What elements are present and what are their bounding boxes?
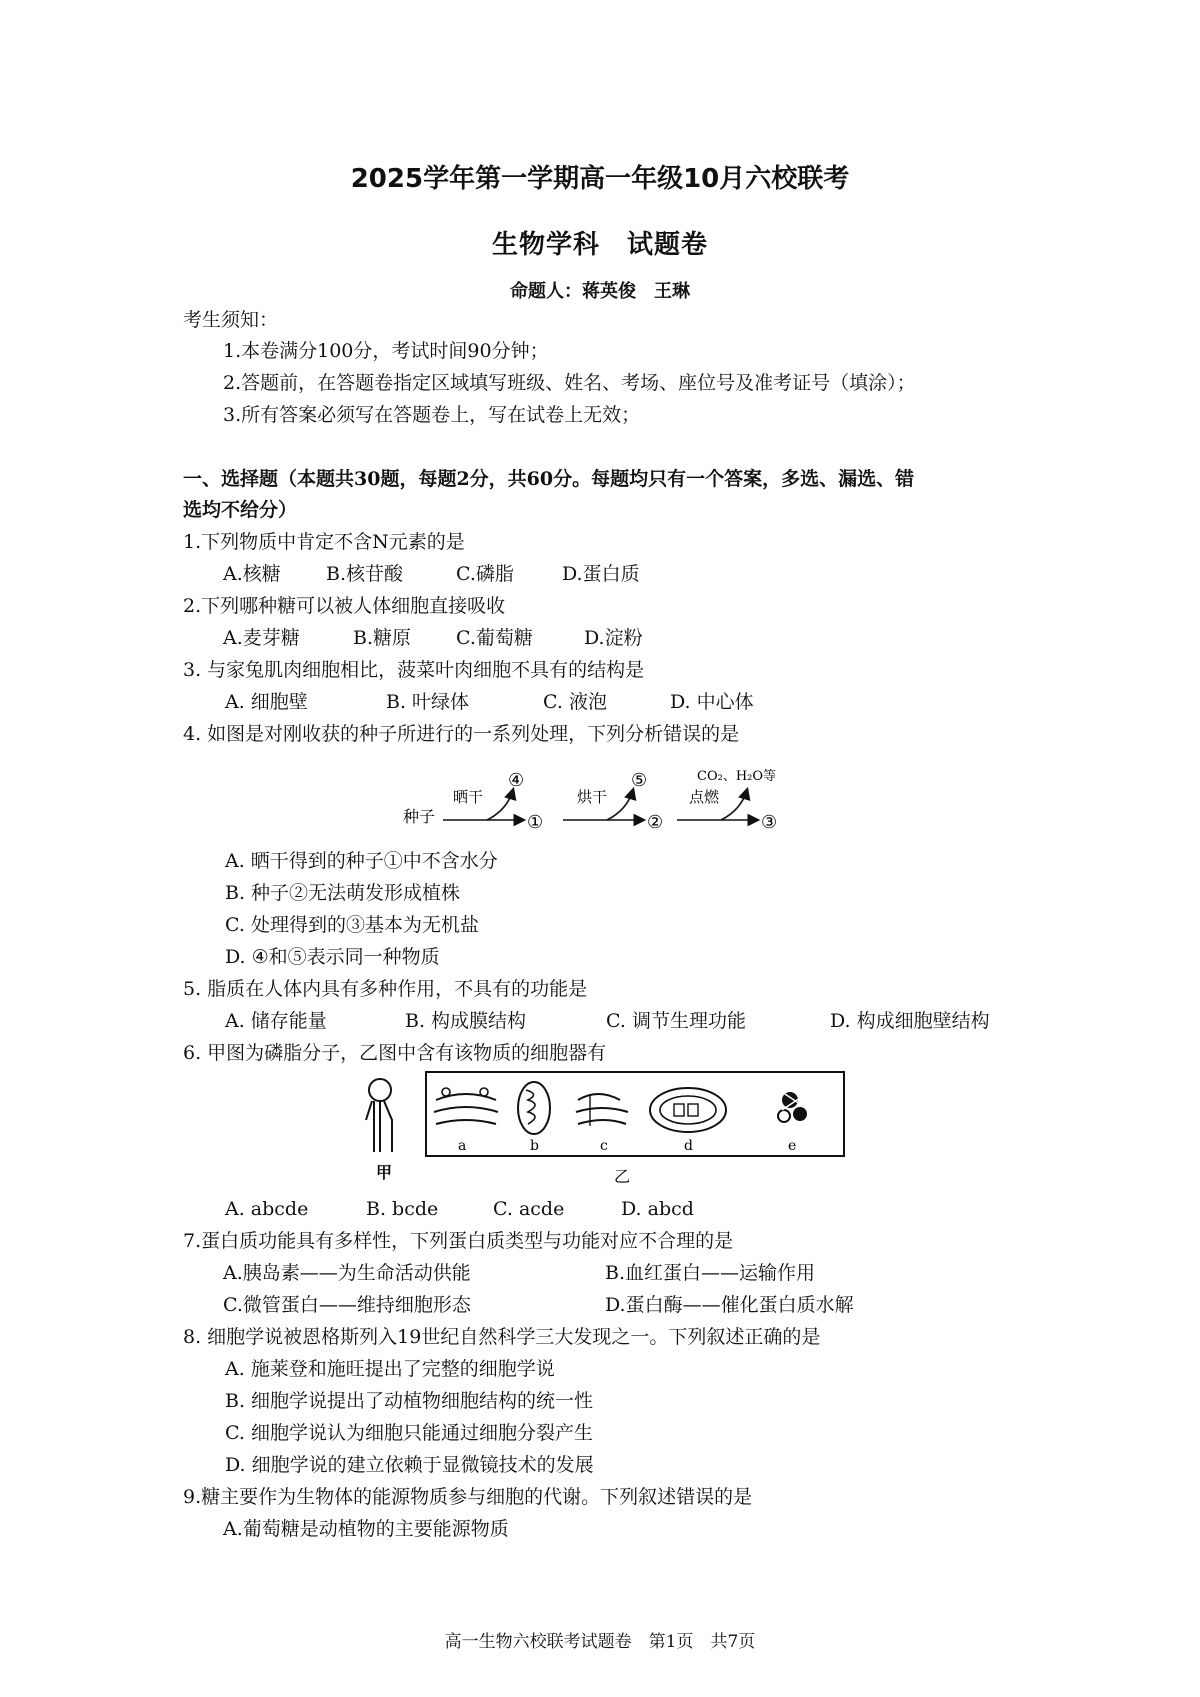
option: D.蛋白酶——催化蛋白质水解: [605, 1294, 854, 1316]
fig4-out2: ⑤: [631, 770, 648, 791]
seed-process-diagram: [395, 760, 825, 850]
mitochondrion-icon: [518, 1082, 550, 1134]
option: A. 细胞壁: [225, 691, 308, 713]
question-stem: 4. 如图是对刚收获的种子所进行的一系列处理，下列分析错误的是: [183, 723, 740, 745]
er-icon: [576, 1094, 628, 1126]
option: A. abcde: [225, 1198, 309, 1220]
fig6-right-label: 乙: [614, 1167, 631, 1186]
option: D. 构成细胞壁结构: [830, 1010, 990, 1032]
organelle-label: c: [600, 1138, 608, 1154]
option: B. 细胞学说提出了动植物细胞结构的统一性: [225, 1390, 594, 1412]
question-stem: 3. 与家兔肌肉细胞相比，菠菜叶肉细胞不具有的结构是: [183, 659, 645, 681]
option: A. 施莱登和施旺提出了完整的细胞学说: [225, 1358, 555, 1380]
option: A.胰岛素——为生命活动供能: [223, 1262, 471, 1284]
question-stem: 5. 脂质在人体内具有多种作用，不具有的功能是: [183, 978, 588, 1000]
question-stem: 7.蛋白质功能具有多样性，下列蛋白质类型与功能对应不合理的是: [183, 1230, 734, 1252]
option: D.蛋白质: [562, 563, 640, 585]
option: B. bcde: [366, 1198, 439, 1220]
centrosome-icon: [778, 1092, 807, 1122]
question-stem: 8. 细胞学说被恩格斯列入19世纪自然科学三大发现之一。下列叙述正确的是: [183, 1326, 821, 1348]
section-heading-cont: 选均不给分）: [183, 499, 298, 521]
chloroplast-icon: [650, 1088, 726, 1132]
question-stem: 6. 甲图为磷脂分子，乙图中含有该物质的细胞器有: [183, 1042, 607, 1064]
option: A. 储存能量: [225, 1010, 327, 1032]
fig4-start: 种子: [403, 807, 436, 826]
golgi-icon: [434, 1088, 498, 1124]
fig4-res1: ①: [527, 812, 544, 833]
organelle-diagram: [358, 1070, 848, 1190]
option: C. 处理得到的③基本为无机盐: [225, 914, 479, 936]
organelle-label: b: [530, 1138, 539, 1154]
option: B.糖原: [353, 627, 412, 649]
fig4-step2: 烘干: [577, 788, 608, 806]
option: B. 叶绿体: [386, 691, 470, 713]
page-footer: 高一生物六校联考试题卷 第1页 共7页: [444, 1632, 756, 1652]
fig4-res2: ②: [647, 812, 664, 833]
notice-item: 3.所有答案必须写在答题卷上，写在试卷上无效；: [223, 404, 641, 426]
option: A.核糖: [223, 563, 281, 585]
notice-item: 1.本卷满分100分，考试时间90分钟；: [223, 340, 549, 362]
organelle-label: e: [788, 1138, 797, 1154]
fig4-res3: ③: [761, 812, 778, 833]
fig6-left-label: 甲: [376, 1163, 393, 1182]
option: B. 构成膜结构: [405, 1010, 527, 1032]
organelle-label: a: [458, 1138, 467, 1154]
exam-title: 2025学年第一学期高一年级10月六校联考: [350, 164, 850, 194]
notice-heading: 考生须知：: [183, 309, 279, 331]
question-stem: 9.糖主要作为生物体的能源物质参与细胞的代谢。下列叙述错误的是: [183, 1486, 753, 1508]
option: C. 细胞学说认为细胞只能通过细胞分裂产生: [225, 1422, 593, 1444]
option: C.磷脂: [456, 563, 514, 585]
fig4-step1: 晒干: [453, 788, 484, 806]
option: D.淀粉: [584, 627, 643, 649]
option: A. 晒干得到的种子①中不含水分: [225, 850, 498, 872]
section-heading: 一、选择题（本题共30题，每题2分，共60分。每题均只有一个答案，多选、漏选、错: [183, 468, 915, 490]
fig4-out1: ④: [508, 770, 525, 791]
option: C. 液泡: [543, 691, 607, 713]
exam-subtitle: 生物学科 试题卷: [491, 230, 708, 260]
question-stem: 1.下列物质中肯定不含N元素的是: [183, 531, 465, 553]
fig4-out3: CO₂、H₂O等: [697, 769, 777, 784]
option: A.麦芽糖: [223, 627, 300, 649]
option: D. 细胞学说的建立依赖于显微镜技术的发展: [225, 1454, 594, 1476]
question-stem: 2.下列哪种糖可以被人体细胞直接吸收: [183, 595, 506, 617]
fig4-step3: 点燃: [689, 788, 720, 806]
notice-item: 2.答题前，在答题卷指定区域填写班级、姓名、考场、座位号及准考证号（填涂）；: [223, 372, 916, 394]
option: C.葡萄糖: [456, 627, 533, 649]
option: C.微管蛋白——维持细胞形态: [223, 1294, 471, 1316]
exam-authors: 命题人：蒋英俊 王琳: [510, 281, 690, 302]
option: B. 种子②无法萌发形成植株: [225, 882, 461, 904]
option: C. 调节生理功能: [606, 1010, 746, 1032]
option: D. 中心体: [670, 691, 754, 713]
phospholipid-icon: [366, 1079, 392, 1152]
option: C. acde: [493, 1198, 565, 1220]
option: D. abcd: [621, 1198, 694, 1220]
option: B.血红蛋白——运输作用: [605, 1262, 816, 1284]
option: D. ④和⑤表示同一种物质: [225, 946, 440, 968]
option: A.葡萄糖是动植物的主要能源物质: [223, 1518, 509, 1540]
option: B.核苷酸: [326, 563, 404, 585]
organelle-label: d: [684, 1138, 693, 1154]
